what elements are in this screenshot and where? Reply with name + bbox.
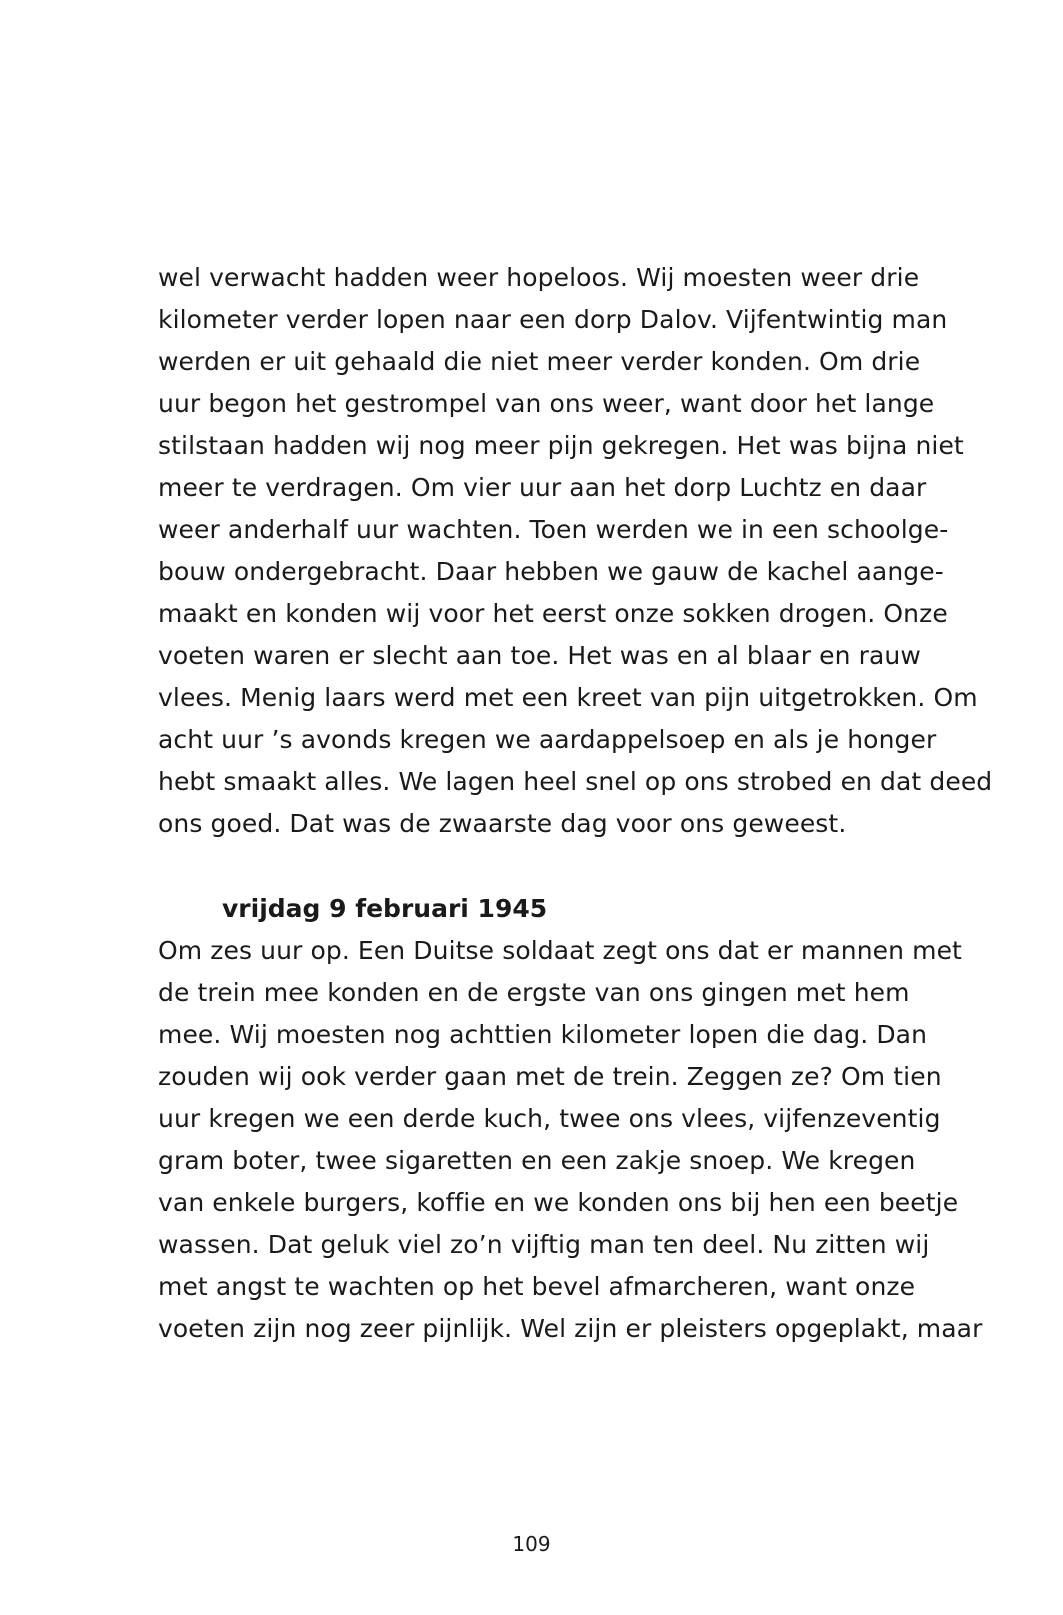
- text-line: zouden wij ook verder gaan met de trein. Zeggen ze? Om tien: [158, 1062, 942, 1091]
- text-line: met angst te wachten op het bevel afmarcheren, want onze: [158, 1272, 916, 1301]
- text-line: stilstaan hadden wij nog meer pijn gekregen. Het was bijna niet: [158, 431, 964, 460]
- text-line: maakt en konden wij voor het eerst onze sokken drogen. Onze: [158, 599, 948, 628]
- text-line: weer anderhalf uur wachten. Toen werden we in een schoolge-: [158, 515, 949, 544]
- text-line: Om zes uur op. Een Duitse soldaat zegt ons dat er mannen met: [158, 936, 962, 965]
- text-line: werden er uit gehaald die niet meer verder konden. Om drie: [158, 347, 921, 376]
- text-line: wel verwacht hadden weer hopeloos. Wij moesten weer drie: [158, 263, 920, 292]
- text-line: meer te verdragen. Om vier uur aan het dorp Luchtz en daar: [158, 473, 927, 502]
- text-line: voeten zijn nog zeer pijnlijk. Wel zijn er pleisters opgeplakt, maar: [158, 1314, 983, 1343]
- text-line: vlees. Menig laars werd met een kreet van pijn uitgetrokken. Om: [158, 683, 978, 712]
- text-line: wassen. Dat geluk viel zo’n vijftig man ten deel. Nu zitten wij: [158, 1230, 930, 1259]
- text-line: acht uur ’s avonds kregen we aardappelsoep en als je honger: [158, 725, 937, 754]
- text-line: kilometer verder lopen naar een dorp Dalov. Vijfentwintig man: [158, 305, 948, 334]
- text-line: voeten waren er slecht aan toe. Het was en al blaar en rauw: [158, 641, 921, 670]
- text-line: uur kregen we een derde kuch, twee ons vlees, vijfenzeventig: [158, 1104, 941, 1133]
- text-line: ons goed. Dat was de zwaarste dag voor ons geweest.: [158, 809, 847, 838]
- date-heading: vrijdag 9 februari 1945: [222, 894, 548, 923]
- paragraph-2: [158, 930, 998, 1350]
- text-line: uur begon het gestrompel van ons weer, want door het lange: [158, 389, 935, 418]
- text-line: mee. Wij moesten nog achttien kilometer lopen die dag. Dan: [158, 1020, 928, 1049]
- text-line: van enkele burgers, koffie en we konden ons bij hen een beetje: [158, 1188, 959, 1217]
- text-line: bouw ondergebracht. Daar hebben we gauw de kachel aange-: [158, 557, 944, 586]
- text-line: de trein mee konden en de ergste van ons gingen met hem: [158, 978, 910, 1007]
- text-line: hebt smaakt alles. We lagen heel snel op ons strobed en dat deed: [158, 767, 993, 796]
- text-line: gram boter, twee sigaretten en een zakje snoep. We kregen: [158, 1146, 916, 1175]
- page-number: 109: [512, 1532, 551, 1556]
- paragraph-1: [158, 257, 998, 845]
